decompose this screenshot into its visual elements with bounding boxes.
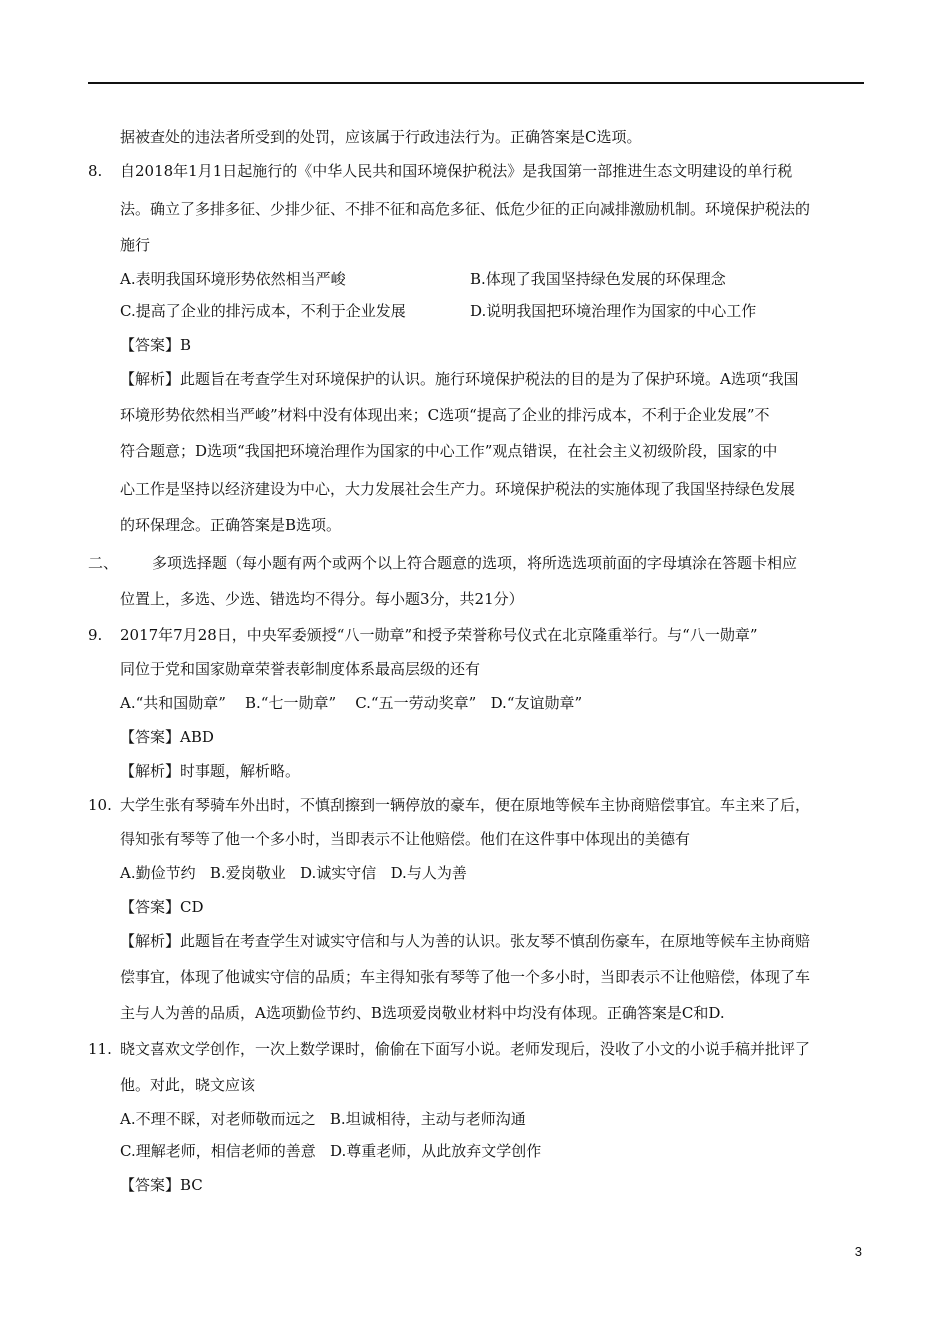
option-a: A.表明我国环境形势依然相当严峻 — [120, 270, 346, 288]
options-line: A.勤俭节约 B.爱岗敬业 D.诚实守信 D.与人为善 — [120, 864, 467, 882]
text-line: 自2018年1月1日起施行的《中华人民共和国环境保护税法》是我国第一部推进生态文明建设的单行税 — [120, 162, 793, 180]
explanation-line: 符合题意；D选项“我国把环境治理作为国家的中心工作”观点错误，在社会主义初级阶段，国家的中 — [120, 442, 778, 460]
option-d: D.说明我国把环境治理作为国家的中心工作 — [470, 302, 757, 320]
options-line: A.“共和国勋章” B.“七一勋章” C.“五一劳动奖章” D.“友谊勋章” — [120, 694, 583, 712]
options-line: C.理解老师，相信老师的善意 D.尊重老师，从此放弃文学创作 — [120, 1142, 542, 1160]
section-number: 二、 — [88, 554, 119, 572]
text-line: 大学生张有琴骑车外出时，不慎刮擦到一辆停放的豪车，便在原地等候车主协商赔偿事宜。车主来了后， — [120, 796, 811, 814]
page-number: 3 — [854, 1244, 862, 1259]
text-line: 2017年7月28日，中央军委颁授“八一勋章”和授予荣誉称号仪式在北京隆重举行。与“八一勋章” — [120, 626, 758, 644]
section-heading: 多项选择题（每小题有两个或两个以上符合题意的选项，将所选选项前面的字母填涂在答题卡相应 — [152, 554, 798, 572]
explanation-line: 的环保理念。正确答案是B选项。 — [120, 516, 342, 534]
options-line: A.不理不睬，对老师敬而远之 B.坦诚相待，主动与老师沟通 — [120, 1110, 526, 1128]
text-line: 晓文喜欢文学创作，一次上数学课时，偷偷在下面写小说。老师发现后，没收了小文的小说手稿并批评了 — [120, 1040, 811, 1058]
explanation-line: 【解析】时事题，解析略。 — [120, 762, 301, 780]
text-line: 据被查处的违法者所受到的处罚，应该属于行政违法行为。正确答案是C选项。 — [120, 128, 642, 146]
explanation-line: 主与人为善的品质，A选项勤俭节约、B选项爱岗敬业材料中均没有体现。正确答案是C和D. — [120, 1004, 725, 1022]
question-number: 8. — [88, 162, 103, 180]
text-line: 施行 — [120, 236, 151, 254]
text-line: 得知张有琴等了他一个多小时，当即表示不让他赔偿。他们在这件事中体现出的美德有 — [120, 830, 691, 848]
answer-line: 【答案】BC — [120, 1176, 203, 1194]
question-number: 9. — [88, 626, 103, 644]
option-b: B.体现了我国坚持绿色发展的环保理念 — [470, 270, 726, 288]
explanation-line: 【解析】此题旨在考查学生对环境保护的认识。施行环境保护税法的目的是为了保护环境。A选项“我国 — [120, 370, 799, 388]
explanation-line: 心工作是坚持以经济建设为中心，大力发展社会生产力。环境保护税法的实施体现了我国坚持绿色发展 — [120, 480, 796, 498]
section-heading: 位置上，多选、少选、错选均不得分。每小题3分，共21分） — [120, 590, 524, 608]
explanation-line: 【解析】此题旨在考查学生对诚实守信和与人为善的认识。张友琴不慎刮伤豪车，在原地等候车主协商赔 — [120, 932, 811, 950]
text-line: 同位于党和国家勋章荣誉表彰制度体系最高层级的还有 — [120, 660, 481, 678]
explanation-line: 环境形势依然相当严峻”材料中没有体现出来；C选项“提高了企业的排污成本，不利于企业发展”不 — [120, 406, 770, 424]
text-line: 法。确立了多排多征、少排少征、不排不征和高危多征、低危少征的正向减排激励机制。环境保护税法的 — [120, 200, 811, 218]
question-number: 10. — [88, 796, 112, 814]
explanation-line: 偿事宜，体现了他诚实守信的品质；车主得知张有琴等了他一个多小时，当即表示不让他赔偿，体现了车 — [120, 968, 811, 986]
answer-line: 【答案】B — [120, 336, 192, 354]
option-c: C.提高了企业的排污成本，不利于企业发展 — [120, 302, 406, 320]
question-number: 11. — [88, 1040, 112, 1058]
answer-line: 【答案】CD — [120, 898, 204, 916]
answer-line: 【答案】ABD — [120, 728, 214, 746]
text-line: 他。对此，晓文应该 — [120, 1076, 256, 1094]
header-rule — [88, 82, 864, 84]
